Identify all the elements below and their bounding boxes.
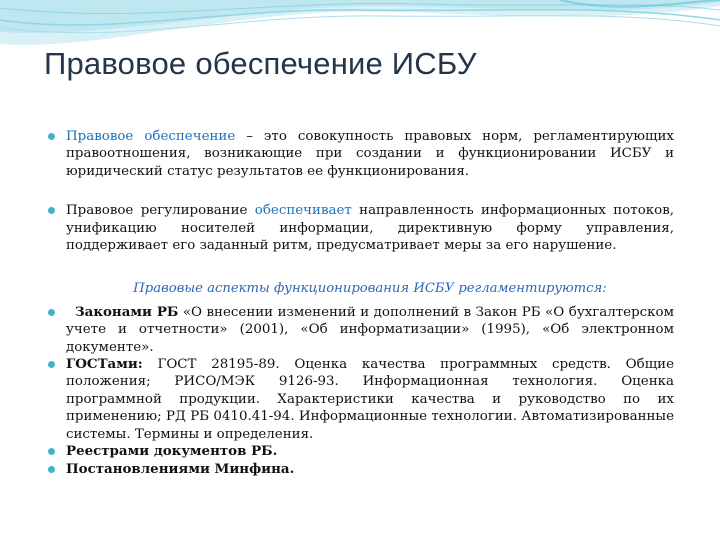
aspect-item-registries [48, 443, 674, 460]
aspect-item-resolutions [48, 461, 674, 478]
bullet-dot-icon [48, 207, 55, 214]
title-part2: обеспечение ИСБУ [195, 46, 477, 81]
bullet-item-definition [48, 128, 674, 180]
aspect-item-laws [48, 304, 674, 356]
aspect-resolutions-bold: Постановлениями Минфина. [66, 460, 295, 477]
aspect-gost-body: ГОСТ 28195-89. Оценка качества программных средств. Общие положения; РИСО/МЭК 9126-93. Информационная технология. Оценка программной продукции. Характеристики качества и руководство по их применению; РД РБ 0410.41-94. Информационные технологии. Автоматизированные системы. Термины и определения. [66, 357, 674, 442]
aspect-laws-bold: Законами РБ [74, 303, 179, 320]
bullet-item-regulation [48, 202, 674, 254]
definition-body: – это совокупность правовых норм, регламентирующих правоотношения, возникающие при создании и функционировании ИСБУ и юридический статус результатов ее функционирования. [66, 129, 674, 179]
title-part1: Правовое [44, 46, 187, 81]
aspects-heading: Правовые аспекты функционирования ИСБУ регламентируются: [133, 281, 607, 297]
regulation-after: направленность информационных потоков, унификацию носителей информации, директивную форму управления, поддерживает его заданный ритм, предусматривает меры за его нарушение. [66, 203, 674, 254]
bullet-dot-icon [48, 309, 55, 316]
aspect-registries-bold: Реестрами документов РБ. [66, 443, 278, 460]
aspect-gost-text [66, 356, 674, 443]
definition-term: Правовое обеспечение [66, 129, 236, 144]
aspect-resolutions-text [66, 461, 674, 478]
bullet-dot-icon [48, 448, 55, 455]
slide-title [44, 46, 477, 82]
regulation-before: Правовое регулирование [66, 203, 255, 219]
regulation-term: обеспечивает [254, 203, 352, 219]
aspect-gost-bold: ГОСТами: [66, 356, 143, 373]
aspect-laws-text [66, 304, 674, 356]
bullet-dot-icon [48, 466, 55, 473]
bullet-dot-icon [48, 361, 55, 368]
slide-content [48, 128, 674, 478]
bullet-dot-icon [48, 133, 55, 140]
aspect-registries-text [66, 443, 674, 460]
regulation-text [66, 202, 674, 254]
aspect-item-gost [48, 356, 674, 443]
aspect-laws-body: «О внесении изменений и дополнений в Закон РБ «О бухгалтерском учете и отчетности» (2001), «Об информатизации» (1995), «Об электронном документе». [66, 304, 675, 355]
definition-text [66, 128, 674, 180]
